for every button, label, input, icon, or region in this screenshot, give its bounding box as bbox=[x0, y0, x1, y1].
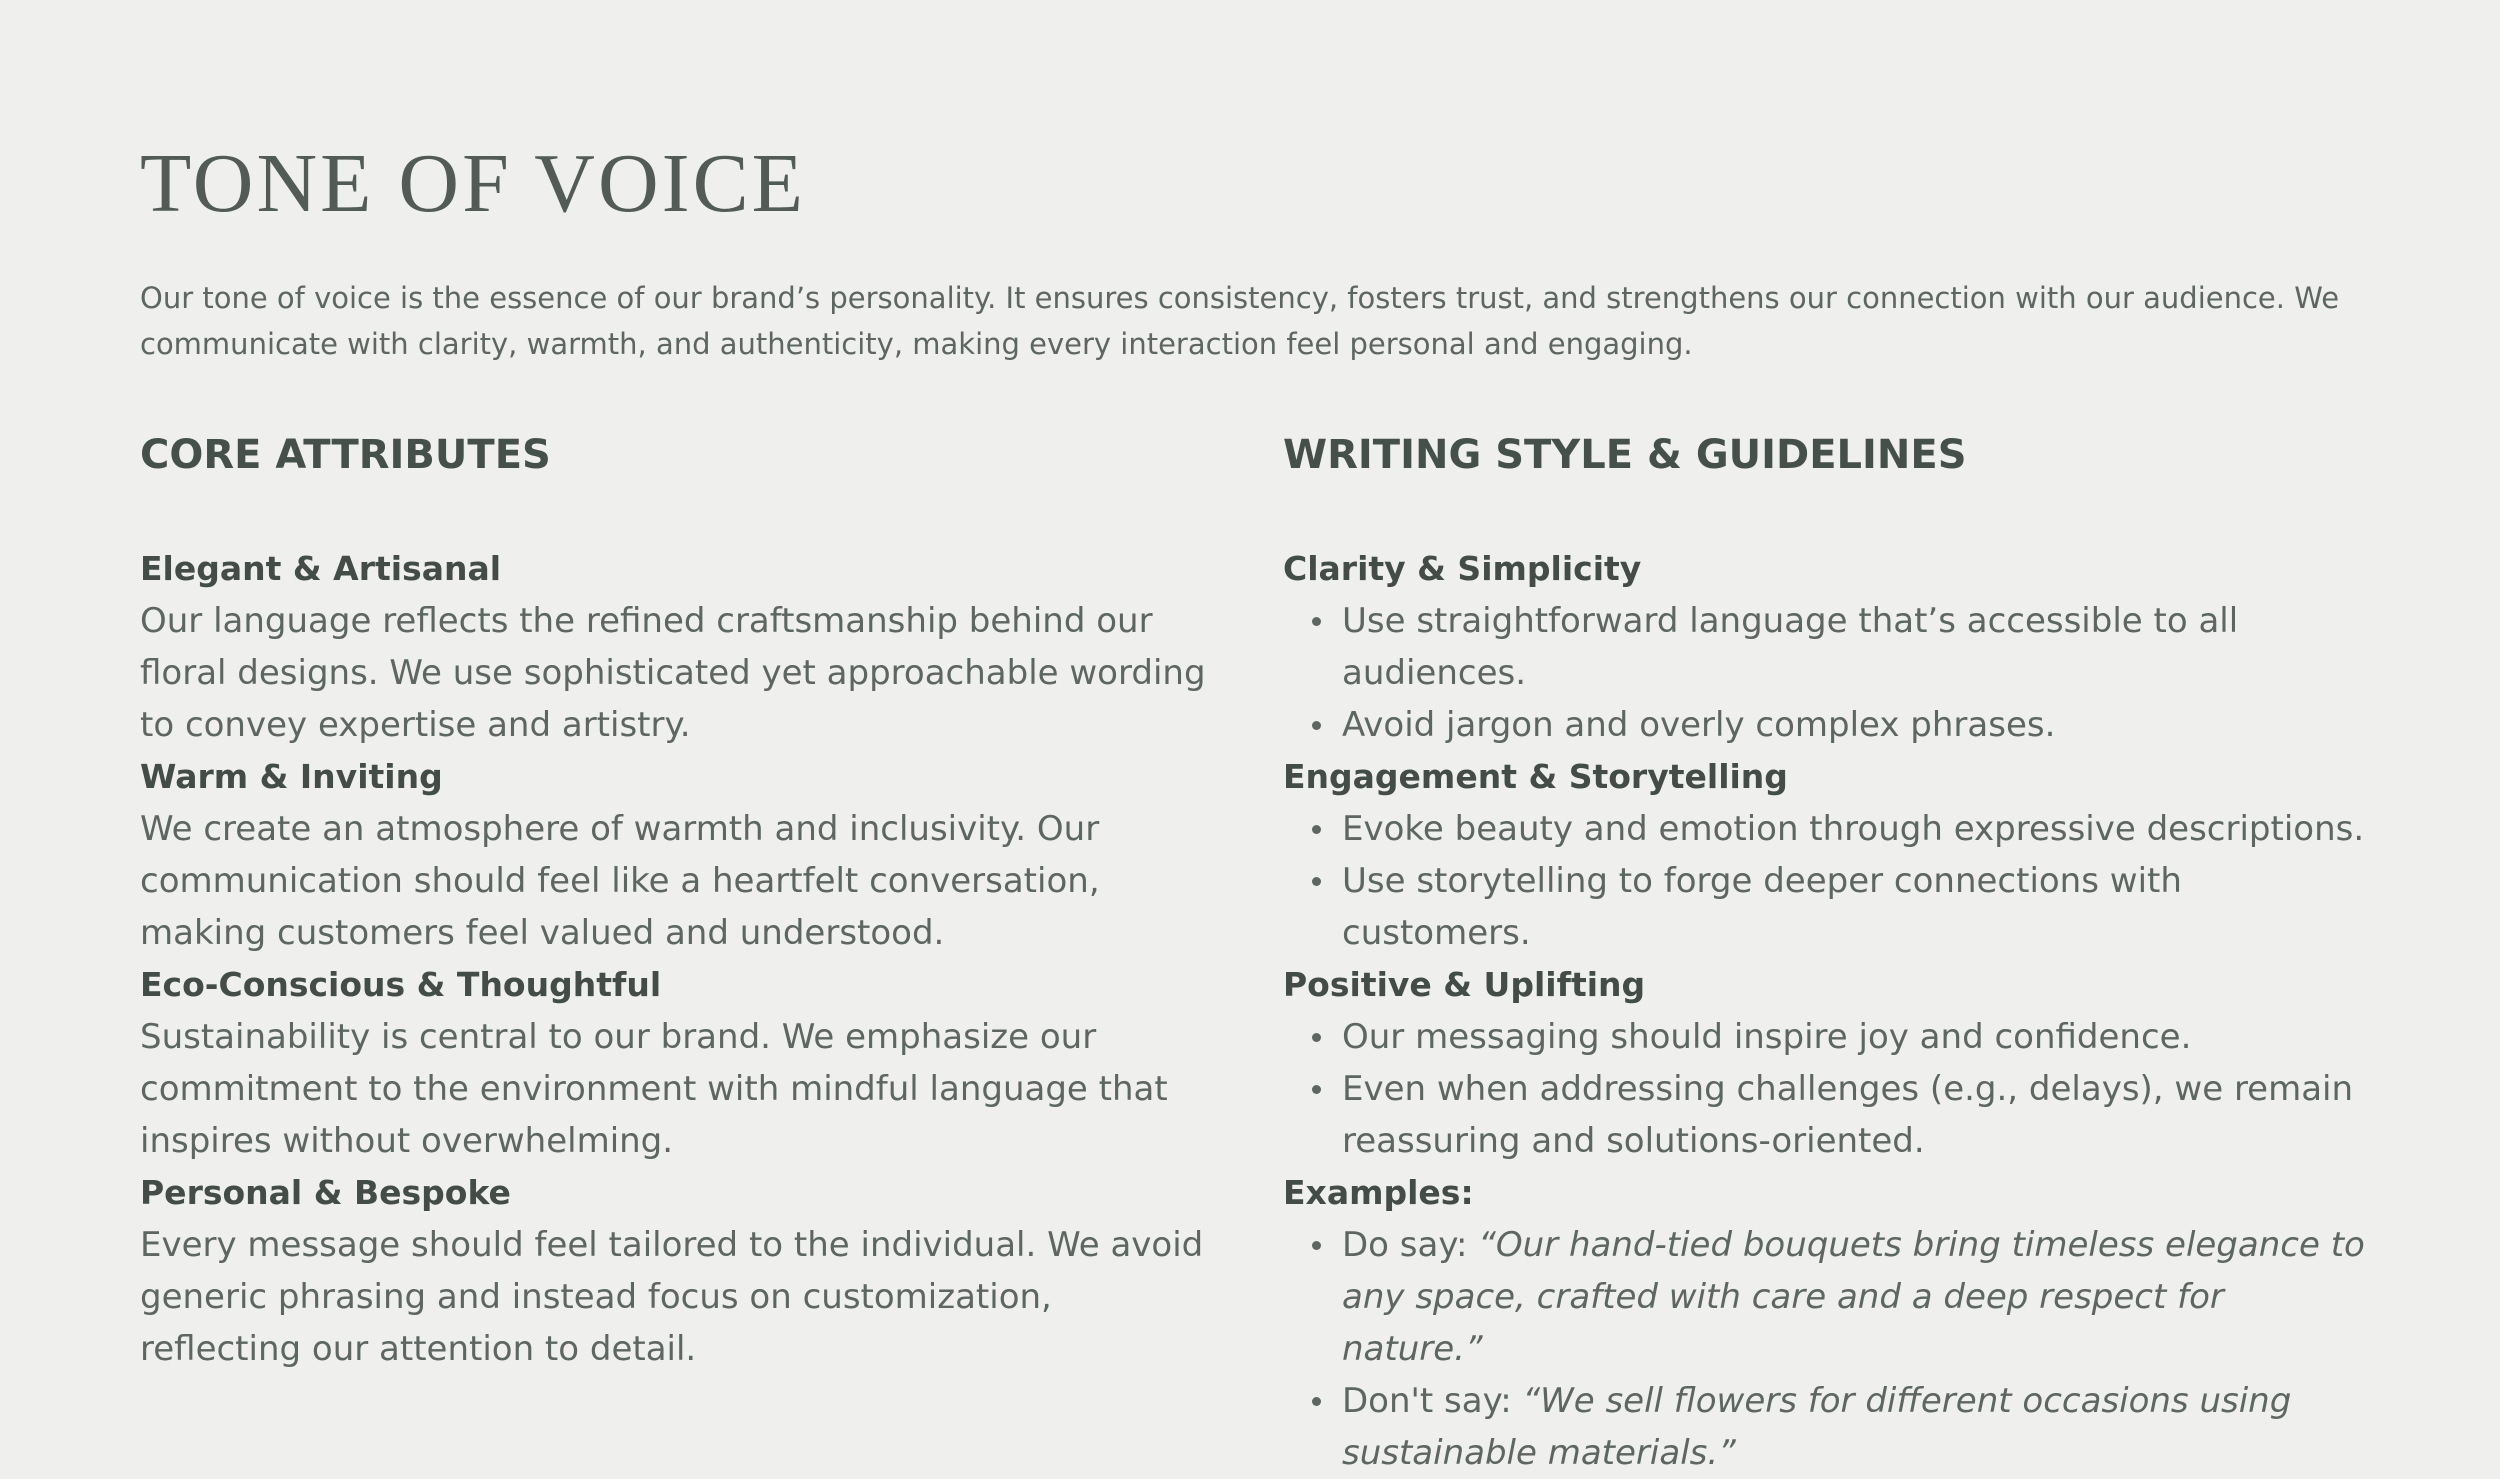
guideline-section bbox=[1283, 959, 2373, 1167]
guideline-bullet: Evoke beauty and emotion through expressive descriptions. bbox=[1342, 803, 2373, 855]
guideline-bullet: Our messaging should inspire joy and confidence. bbox=[1342, 1011, 2373, 1063]
attribute-body: Sustainability is central to our brand. We emphasize our commitment to the environment with mindful language that inspires without overwhelming. bbox=[140, 1017, 1168, 1161]
dont-say-label: Don't say: bbox=[1342, 1381, 1523, 1421]
do-say-quote: “Our hand-tied bouquets bring timeless elegance to any space, crafted with care and a deep respect for nature.” bbox=[1342, 1225, 2365, 1369]
guideline-title: Positive & Uplifting bbox=[1283, 965, 1646, 1004]
attribute-title: Eco-Conscious & Thoughtful bbox=[140, 965, 662, 1004]
core-attributes-heading: CORE ATTRIBUTES bbox=[140, 432, 551, 478]
attribute-item bbox=[140, 543, 1210, 751]
attribute-item bbox=[140, 959, 1210, 1167]
guideline-list bbox=[1283, 803, 2373, 959]
writing-style-column bbox=[1283, 425, 2373, 1479]
page-title: TONE OF VOICE bbox=[140, 137, 806, 230]
do-say-example bbox=[1342, 1219, 2373, 1375]
guideline-bullet: Use storytelling to forge deeper connections with customers. bbox=[1342, 855, 2373, 959]
do-say-label: Do say: bbox=[1342, 1225, 1479, 1265]
guideline-bullet: Use straightforward language that’s accessible to all audiences. bbox=[1342, 595, 2373, 699]
attribute-body: Every message should feel tailored to the individual. We avoid generic phrasing and instead focus on customization, reflecting our attention to detail. bbox=[140, 1225, 1204, 1369]
attribute-body: We create an atmosphere of warmth and inclusivity. Our communication should feel like a heartfelt conversation, making customers feel valued and understood. bbox=[140, 809, 1100, 953]
attribute-item bbox=[140, 751, 1210, 959]
attribute-body: Our language reflects the refined craftsmanship behind our floral designs. We use sophisticated yet approachable wording to convey expertise and artistry. bbox=[140, 601, 1206, 745]
writing-style-heading: WRITING STYLE & GUIDELINES bbox=[1283, 432, 1967, 478]
core-attributes-column bbox=[140, 425, 1210, 1375]
guideline-section bbox=[1283, 543, 2373, 751]
examples-list bbox=[1283, 1219, 2373, 1479]
attribute-title: Warm & Inviting bbox=[140, 757, 443, 796]
guideline-bullet: Avoid jargon and overly complex phrases. bbox=[1342, 699, 2373, 751]
guideline-section bbox=[1283, 751, 2373, 959]
guideline-title: Clarity & Simplicity bbox=[1283, 549, 1642, 588]
attribute-title: Personal & Bespoke bbox=[140, 1173, 511, 1212]
guideline-list bbox=[1283, 1011, 2373, 1167]
attribute-item bbox=[140, 1167, 1210, 1375]
examples-section bbox=[1283, 1167, 2373, 1479]
dont-say-example bbox=[1342, 1375, 2373, 1479]
guideline-bullet: Even when addressing challenges (e.g., delays), we remain reassuring and solutions-oriented. bbox=[1342, 1063, 2373, 1167]
examples-title: Examples: bbox=[1283, 1173, 1474, 1212]
dont-say-quote: “We sell flowers for different occasions using sustainable materials.” bbox=[1342, 1381, 2292, 1473]
attribute-title: Elegant & Artisanal bbox=[140, 549, 502, 588]
guideline-title: Engagement & Storytelling bbox=[1283, 757, 1788, 796]
intro-paragraph: Our tone of voice is the essence of our brand’s personality. It ensures consistency, fosters trust, and strengthens our connection with our audience. We communicate with clarity, warmth, and authenticity, making every interaction feel personal and engaging. bbox=[140, 281, 2340, 361]
guideline-list bbox=[1283, 595, 2373, 751]
